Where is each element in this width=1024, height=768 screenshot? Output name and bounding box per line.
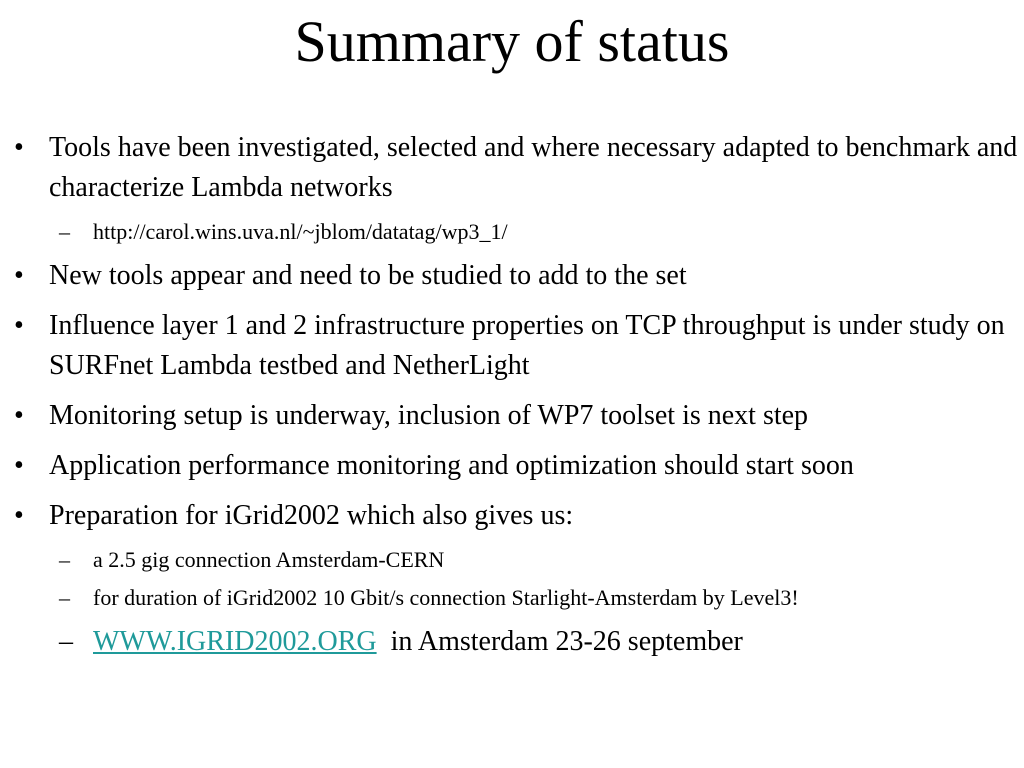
sub-bullet-marker: – <box>59 547 70 572</box>
sub-bullet-marker: – <box>59 219 70 244</box>
bullet-list <box>14 128 1018 672</box>
bullet-text: Monitoring setup is underway, inclusion of WP7 toolset is next step <box>49 400 809 431</box>
bullet-text: New tools appear and need to be studied to add to the set <box>49 260 687 291</box>
sub-list-container <box>14 218 1018 246</box>
sub-bullet-item <box>14 622 1018 662</box>
slide-title: Summary of status <box>294 9 730 74</box>
bullet-marker: • <box>14 132 24 163</box>
bullet-text: Tools have been investigated, selected and where necessary adapted to benchmark and characterize Lambda networks <box>49 132 1018 203</box>
sub-list <box>14 546 1018 662</box>
sub-bullet-item <box>14 584 1018 612</box>
bullet-item <box>14 446 1018 486</box>
sub-bullet-marker: – <box>59 626 73 657</box>
bullet-item <box>14 306 1018 386</box>
bullet-marker: • <box>14 450 24 481</box>
sub-bullet-item <box>14 218 1018 246</box>
bullet-item <box>14 256 1018 296</box>
sub-list <box>14 218 1018 246</box>
bullet-text: Application performance monitoring and optimization should start soon <box>49 450 854 481</box>
sub-list-container <box>14 546 1018 662</box>
bullet-item <box>14 396 1018 436</box>
sub-bullet-text: a 2.5 gig connection Amsterdam-CERN <box>93 547 445 572</box>
bullet-marker: • <box>14 500 24 531</box>
bullet-marker: • <box>14 400 24 431</box>
igrid-link[interactable]: WWW.IGRID2002.ORG <box>93 626 377 657</box>
bullet-item <box>14 128 1018 208</box>
bullet-text: Influence layer 1 and 2 infrastructure properties on TCP throughput is under study on SURFnet Lambda testbed and NetherLight <box>49 310 1005 381</box>
sub-bullet-text <box>93 622 743 662</box>
sub-bullet-text: http://carol.wins.uva.nl/~jblom/datatag/wp3_1/ <box>93 219 508 244</box>
bullet-marker: • <box>14 310 24 341</box>
sub-bullet-text: for duration of iGrid2002 10 Gbit/s connection Starlight-Amsterdam by Level3! <box>93 585 799 610</box>
bullet-text: Preparation for iGrid2002 which also gives us: <box>49 500 574 531</box>
sub-bullet-item <box>14 546 1018 574</box>
igrid-link-suffix: in Amsterdam 23-26 september <box>390 626 743 657</box>
sub-bullet-marker: – <box>59 585 70 610</box>
bullet-marker: • <box>14 260 24 291</box>
bullet-item <box>14 496 1018 536</box>
